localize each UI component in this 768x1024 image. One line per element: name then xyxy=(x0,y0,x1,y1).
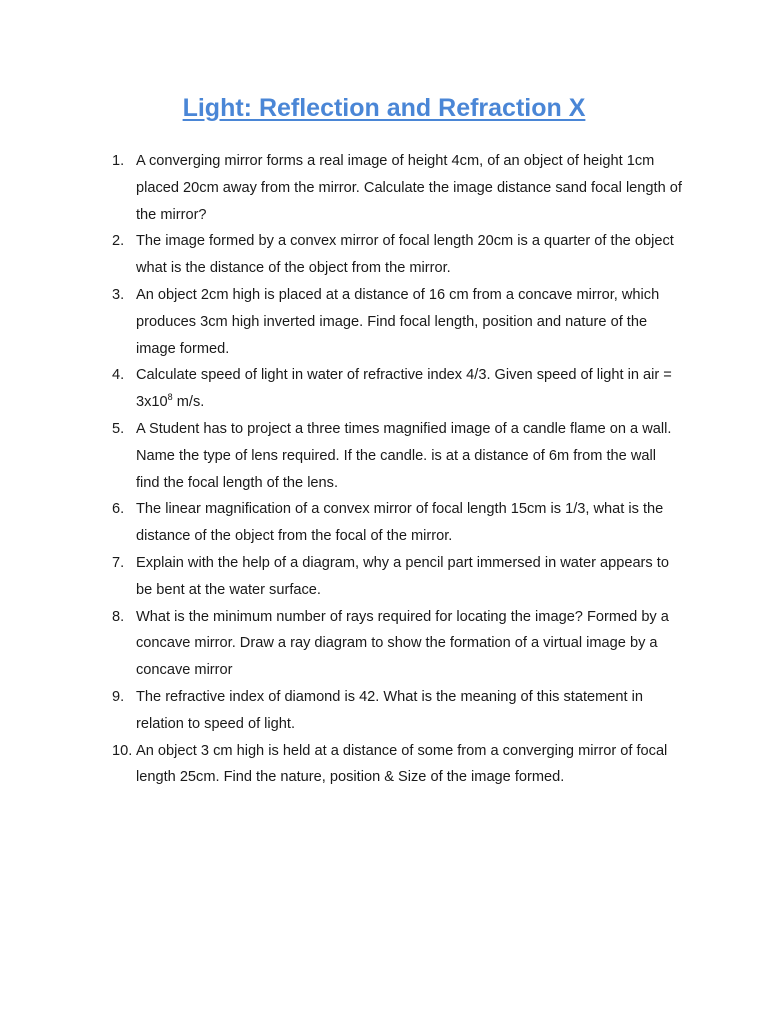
question-number: 1. xyxy=(112,153,125,169)
list-item xyxy=(112,684,682,738)
question-text: Explain with the help of a diagram, why a pencil part immersed in water appears to be bent at the water surface. xyxy=(136,554,669,598)
exponent: 8 xyxy=(167,392,173,403)
question-text xyxy=(136,362,682,416)
question-number: 5. xyxy=(112,420,125,437)
question-text: An object 3 cm high is held at a distance of some from a converging mirror of focal length 25cm. Find the nature, position & Size of the image formed. xyxy=(136,742,668,786)
list-item xyxy=(112,738,682,792)
list-item xyxy=(112,282,682,362)
question-number: 8. xyxy=(112,608,125,625)
list-item xyxy=(112,228,682,282)
list-item xyxy=(112,550,682,604)
question-number: 3. xyxy=(112,286,125,303)
question-text: The refractive index of diamond is 42. What is the meaning of this statement in relation to speed of light. xyxy=(136,688,643,732)
question-list xyxy=(112,148,682,791)
list-item xyxy=(112,604,682,684)
list-item xyxy=(112,362,682,416)
list-item xyxy=(112,148,682,228)
question-number: 9. xyxy=(112,688,125,705)
question-number: 10. xyxy=(112,742,133,759)
question-text: The image formed by a convex mirror of focal length 20cm is a quarter of the object what is the distance of the object from the mirror. xyxy=(136,233,674,277)
question-number: 4. xyxy=(112,367,125,384)
question-text: A converging mirror forms a real image of height 4cm, of an object of height 1cm placed 20cm away from the mirror. Calculate the image distance sand focal length of the mirror? xyxy=(136,153,682,223)
question-text: A Student has to project a three times magnified image of a candle flame on a wall. Name the type of lens required. If the candle. is at a distance of 6m from the wall find the focal length of the lens. xyxy=(136,420,672,491)
list-item xyxy=(112,416,682,496)
question-text: What is the minimum number of rays required for locating the image? Formed by a concave mirror. Draw a ray diagram to show the formation of a virtual image by a concave mirror xyxy=(136,608,669,679)
question-number: 6. xyxy=(112,501,125,518)
question-text: The linear magnification of a convex mirror of focal length 15cm is 1/3, what is the distance of the object from the focal of the mirror. xyxy=(136,501,664,545)
question-number: 2. xyxy=(112,233,125,250)
list-item xyxy=(112,496,682,550)
question-number: 7. xyxy=(112,554,125,571)
page-title: Light: Reflection and Refraction X xyxy=(182,94,586,122)
question-text-unit: m/s. xyxy=(172,394,205,411)
question-text-main: Calculate speed of light in water of refractive index 4/3. Given speed of light in air = 3x10 xyxy=(136,367,672,411)
question-text: An object 2cm high is placed at a distance of 16 cm from a concave mirror, which produces 3cm high inverted image. Find focal length, position and nature of the image formed. xyxy=(136,286,660,357)
